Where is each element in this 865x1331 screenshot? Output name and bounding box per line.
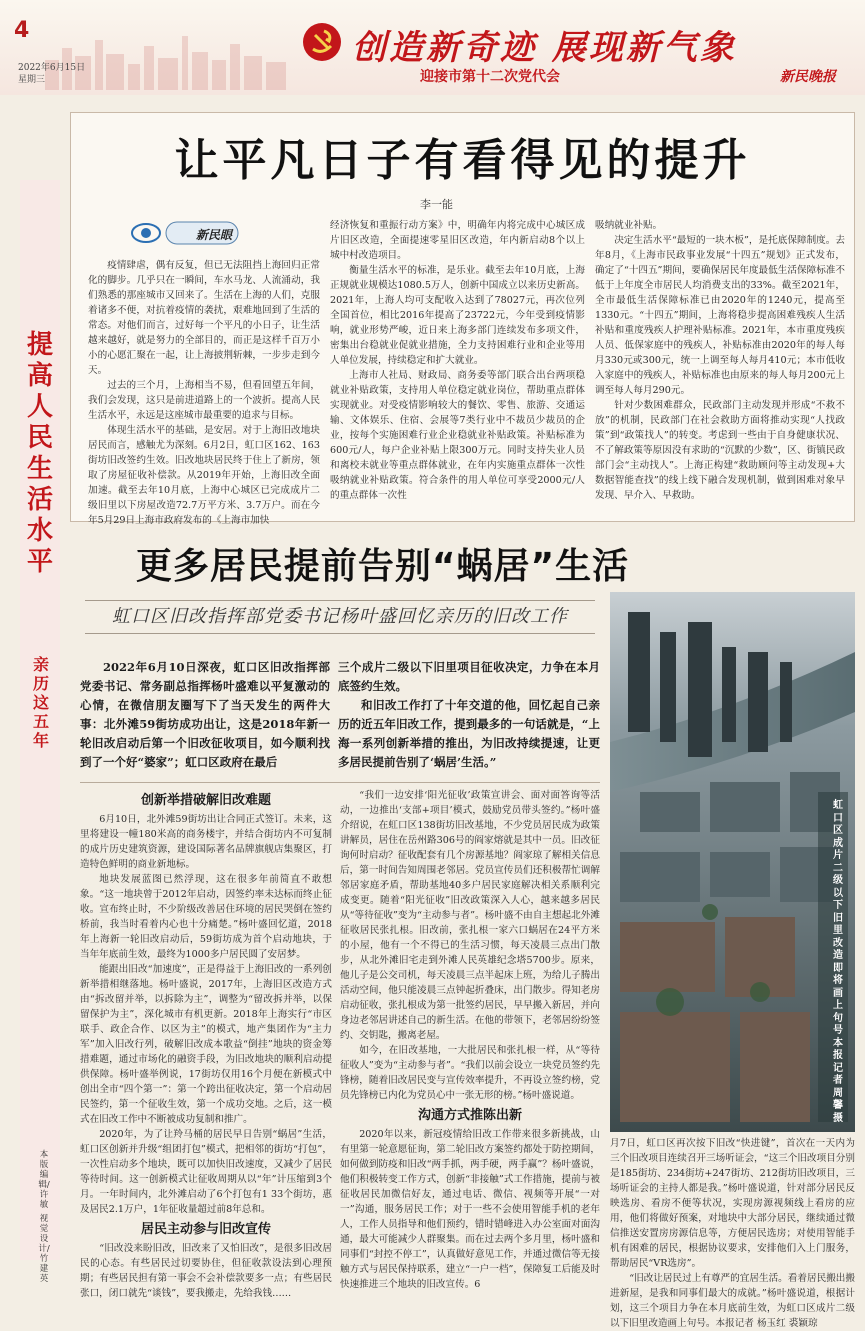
paragraph: “旧改让居民过上有尊严的宜居生活。看着居民搬出搬进新屋，是我和同事们最大的成就。”杨叶盛说道，根据计划，这三个项目力争在本月底前生效，为虹口区成片二级以下旧里改造画上句号。本报记者 杨玉红 裘颖琼	[610, 1273, 855, 1329]
paragraph: 吸纳就业补贴。	[595, 220, 663, 231]
paragraph: 2020年，为了让羚马桶的居民早日告别“蜗居”生活，虹口区创新并升级“组团打包”模式，把相邻的街坊“打包”，一次性启动多个地块，既可以加快旧改速度，又减少了居民等待时间。这一创新模式让征收周期从以“年”计压缩到3个月。一年时间内，北外滩启动了6个打包有1 33个街坊，惠及居民2.1万户，1年征收量超过前8年总和。	[80, 1129, 332, 1215]
feature-deck: 虹口区旧改指挥部党委书记杨叶盛回忆亲历的旧改工作	[85, 600, 595, 634]
paragraph: 能跟出旧改“加速度”，正是得益于上海旧改的一系列创新举措相继落地。杨叶盛说，2017年，上海旧区改造方式由“拆改留并举，以拆除为主”，调整为“留改拆并举，以保留保护为主”，深化城市有机更新。2018年上海实行“市区联手、政企合作、以区为主”的模式，地产集团作为“主力军”加入旧改行列，破解旧改成本歌益“倒挂”地块的资金筹措难题，通过市场化的融资手段，为旧改地块的顺利启动提供保障。杨叶盛举例说，17街坊仅用16个月便在新模式中创出全市“四个第一”：第一个跨出征收决定，第一个启动居民签约，第一个征收生效，第一个成功交地。之后，这一模式在旧改工作中不断被成功复制和推广。	[80, 964, 332, 1125]
article1-column-1	[88, 258, 320, 526]
editor-credit: 本版编辑/许 敏	[38, 1150, 50, 1210]
article2-column-c	[610, 1136, 855, 1329]
side-banner-subtopic: 亲历这五年	[32, 655, 49, 750]
main-headline: 让平凡日子有看得见的提升	[174, 135, 751, 186]
side-banner-topic: 提高人民生活水平	[26, 330, 53, 577]
lede-text: 三个成片二级以下旧里项目征收决定，力争在本月底签约生效。	[338, 660, 600, 693]
newspaper-logo: 新民晚报	[780, 69, 836, 85]
paragraph: 衡量生活水平的标准，是乐业。截至去年10月底，上海正规就业规模达1080.5万人，创新中国成立以来历史新高。2021年，上海人均可支配收入达到了78027元，再次位列全国首位，相比2016年提高了23722元，今年受到疫情影响，就业形势严峻，近日来上海多部门连续发布多项文件，密集出台稳就业促就业措施，全力支持困难行业和企业等用人单位发展，持续稳定和扩大就业。	[330, 265, 585, 366]
paragraph: 针对少数困难群众，民政部门主动发现并形成“不救不放”的机制，民政部门在社会救助方面将推动实现“人找政策”到“政策找人”的转变。考虑到一些由于自身健康状况、不了解政策等原因没有求助的“沉默的少数”，区、街镇民政部门会“主动找人”。上海正构建“救助顾问等主动发现+大数据智能查找”的线上线下融合发现机制，做到困难对象早发现、早介入、早救助。	[595, 400, 845, 501]
paragraph: 6月10日，北外滩59街坊出让合同正式签订。未来，这里将建设一幢180米高的商务楼宇，并结合街坊内不可复制的成片历史建筑资源，建设国际著名品牌旗舰店集聚区，打造特色鲜明的商业新地标。	[80, 814, 332, 870]
page-credits	[36, 1150, 52, 1284]
section-title: 创新举措破解旧改难题	[140, 793, 271, 808]
masthead-slogan: 创造新奇迹 展现新气象	[352, 28, 737, 68]
paragraph: 过去的三个月，上海相当不易，但看回望五年间，我们会发现，这只是前进道路上的一个波折。提高人民生活水平，永远是这座城市最重要的追求与目标。	[88, 380, 320, 421]
lede-text: 和旧改工作打了十年交道的他，回忆起自己亲历的近五年旧改工作，提到最多的一句话就是，“上海一系列创新举措的推出，为旧改持续提速，让更多居民提前告别了‘蜗居’生活。”	[338, 698, 600, 769]
issue-date	[18, 62, 85, 86]
section-title: 居民主动参与旧改宣传	[140, 1222, 271, 1237]
design-credit: 视觉设计/竹建英	[38, 1214, 50, 1284]
section-title: 沟通方式推陈出新	[417, 1108, 522, 1123]
lede-text: 2022年6月10日深夜，虹口区旧改指挥部党委书记、常务副总指挥杨叶盛难以平复激动的心情，在微信朋友圈写下了当天发生的两件大事：北外滩59街坊成功出让，这是2018年新一轮旧改启动后第一个旧改征收项目，如今顺利找到了一个好“婆家”；虹口区政府在最后	[80, 660, 330, 769]
article-author: 李一能	[420, 198, 453, 211]
page-number: 4	[14, 18, 30, 43]
congress-line: 迎接市第十二次党代会	[420, 69, 560, 85]
date-text: 2022年6月15日	[18, 63, 86, 73]
paragraph: 2020年以来，新冠疫情给旧改工作带来很多新挑战，山有里第一轮意愿征询，第二轮旧改方案签约都处于防控期间，如何做到防疫和旧改“两手抓，两手硬，两手赢”？杨叶盛说，他们积极转变工作方式，创新“非接触”式工作措施，提前与被征收居民加微信好友，通过电话、微信、视频等开展“一对一”沟通，服务居民工作；对于一些不会使用智能手机的老年人，工作人员指导和他们预约，错时错峰进入办公室面对面沟通，最大可能减少人群聚集。而在过去两个多月里，杨叶盛和同事们“封控不停工”，认真做好意见工作，并通过微信等无接触方式与居民保持联系，建立“一户一档”，保障复工后能及时快速推进三个地块的旧改宣传。6	[340, 1129, 600, 1290]
feature-headline: 更多居民提前告别“蜗居”生活	[135, 546, 630, 587]
photo-caption: 虹口区成片二级以下旧里改造即将画上句号 本报记者 周馨 摄	[833, 800, 843, 1124]
paragraph: 如今，在旧改基地，一大批居民和张扎根一样，从“等待征收人”变为“主动参与者”。“我们以前会设立一块党员签约先锋榜，随着旧改居民变与宣传效率提升，不再设立签约榜，党员先锋榜已内化为党员心中一张无形的榜。”杨叶盛说道。	[340, 1045, 600, 1101]
paragraph: 体现生活水平的基础，是安居。对于上海旧改地块居民而言，感触尤为深刻。6月2日，虹口区162、163街坊旧改签约生效。旧改地块居民终于住上了新房，领取了房屋征收补偿款。从2019年开始，上海旧改全面加速。截至去年10月底，上海中心城区已完成成片二级旧里以下房屋改造72.7万平方米、3.7万户。而在今年5月29日上海市政府发布的《上海市加快	[88, 425, 320, 526]
lede-paragraph-1	[80, 658, 330, 772]
paragraph: “旧改没来盼旧改，旧改来了又怕旧改”，是很多旧改居民的心态。有些居民过切要协住，但征收款设法到心理预期；有些居民担有第一事会不会补偿款要多一点；有些居民张口，闭口就先“谈钱”，要我搬走，先给我钱……	[80, 1243, 332, 1299]
article2-column-a	[80, 788, 332, 1299]
section-divider	[80, 782, 600, 783]
paragraph: 上海市人社局、财政局、商务委等部门联合出台两项稳就业补贴政策，支持用人单位稳定就业岗位，帮助重点群体实现就业。对受疫情影响较大的餐饮、零售、旅游、交通运输、文体娱乐、住宿、会展等7类行业中不裁员少裁员的企业，按每个实施困难行业企业稳就业补贴政策。补贴标准为600元/人，每户企业补贴上限300万元。同时支持失业人员和离校未就业等重点群体就业，在年内实施重点群体一次性吸纳就业补贴政策。符合条件的用人单位可享受2000元/人的重点群体一次性	[330, 370, 585, 501]
paragraph: 月7日，虹口区再次按下旧改“快进键”，首次在一天内为三个旧改项目连续召开三场听证会，“这三个旧改项目分别是185街坊、234街坊+247街坊、212街坊旧改项目，三场听证会的主持人都是我。”杨叶盛说道，针对部分居民反映选房、看房不便等状况，实现房源视频线上看房的应用，他们将做好预案，对地块中大部分居民，继续通过微信推送安置房房源信息等，方便居民选房；对使用智能手机有困难的居民，根据协议要求，安排他们入上门服务，帮助居民“VR选房”。	[610, 1138, 855, 1269]
aerial-city-photo	[610, 592, 855, 1132]
article1-column-3	[595, 218, 845, 514]
paragraph: “我们一边安排‘阳光征收’政策宣讲会、面对面答询等活动，一边推出‘支部+项目’模式，鼓励党员带头签约。”杨叶盛介绍说，在虹口区138街坊旧改基地，不少党员居民成为政策讲解员，居住在岳州路306号的阎家熔就是其中一员。旧改征询何时启动？征收配套有几个房源基地？阎家琼了解相关信息后，第一时间告知周围老邻居。党员宣传员们还积极帮忙调解邻居家庭矛盾，帮助基地40多户居民家庭解决相关系顺利完成变更。随着“阳光征收”旧改政策深入人心，越来越多居民从“等待征收”变为“主动参与者”。杨叶盛不由自主想起北外滩征收居民张扎根。旧改前，张扎根一家六口蜗居在24平方米的小屋，他有一个不得已的生活习惯，每天凌晨三点出门散步，从北外滩旧宅走到外滩人民英雄纪念塔5700步。原来，他儿子是公交司机，每天凌晨三点半起床上班，为给儿子腾出活动空间，他只能凌晨三点钟起折叠床，出门散步。得知老房启动征收，张扎根成为第一批签约居民，早早搬入新居，并向身边老邻居讲述自己的新生活。在他的带领下，老邻居纷纷签约、交钥匙，搬离老屋。	[340, 790, 600, 1041]
article2-column-b	[340, 788, 600, 1290]
party-emblem-icon	[302, 22, 342, 62]
article1-column-2	[330, 218, 585, 514]
weekday-text: 星期三	[18, 75, 46, 85]
paragraph: 疫情肆虐，偶有反复，但已无法阻挡上海回归正常化的脚步。几乎只在一瞬间，车水马龙、人流涌动，我们熟悉的那座城市又回来了。生活在上海的人们，克服着诸多不便，对抗着疫情的袭扰，艰难地回到了生活的常态。对他们而言，过好每一个平凡的小日子，让生活越来越好，就是努力的全部目的，而正是这样千百万小小的心愿汇聚在一起，让上海披荆斩棘，一步步走到今天。	[88, 260, 320, 376]
lede-paragraph-2	[338, 658, 600, 772]
column-label: 新民眼	[196, 228, 233, 242]
paragraph: 经济恢复和重振行动方案》中，明确年内将完成中心城区成片旧区改造，全面提速零星旧区改造，年内新启动8个以上城中村改造项目。	[330, 220, 585, 261]
paragraph: 地块发展蓝图已然浮现，这在很多年前简直不敢想象。“这一地块曾于2012年启动，因签约率未达标而终止征收。宣布终止时，不少阶级改善居住环境的居民哭倒在签约桥前，我当时看着内心也十分痛楚。”杨叶盛回忆道，2018年上海新一轮旧改启动后，59街坊成为首个启动地块，于当年年底前生效，最终为1000多户居民圆了安居梦。	[80, 874, 332, 960]
paragraph: 决定生活水平“最短的一块木板”，是托底保障制度。去年8月，《上海市民政事业发展“十四五”规划》正式发布，确定了“十四五”期间，要确保居民年度最低生活保障标准不低于上年度全市居民人均消费支出的33%。截至2021年，全市最低生活保障标准已由2020年的1240元，提高至1330元。“十四五”期间，上海将稳步提高困难残疾人生活补贴和重度残疾人护理补贴标准。2021年，本市重度残疾人员、低保家庭中的残疾人，补贴标准由2020年的每人每月330元或300元，统一上调至每人每月410元；本市低收入家庭中的残疾人，补贴标准也由原来的每人每月200元上调至每人每月290元。	[595, 235, 845, 396]
